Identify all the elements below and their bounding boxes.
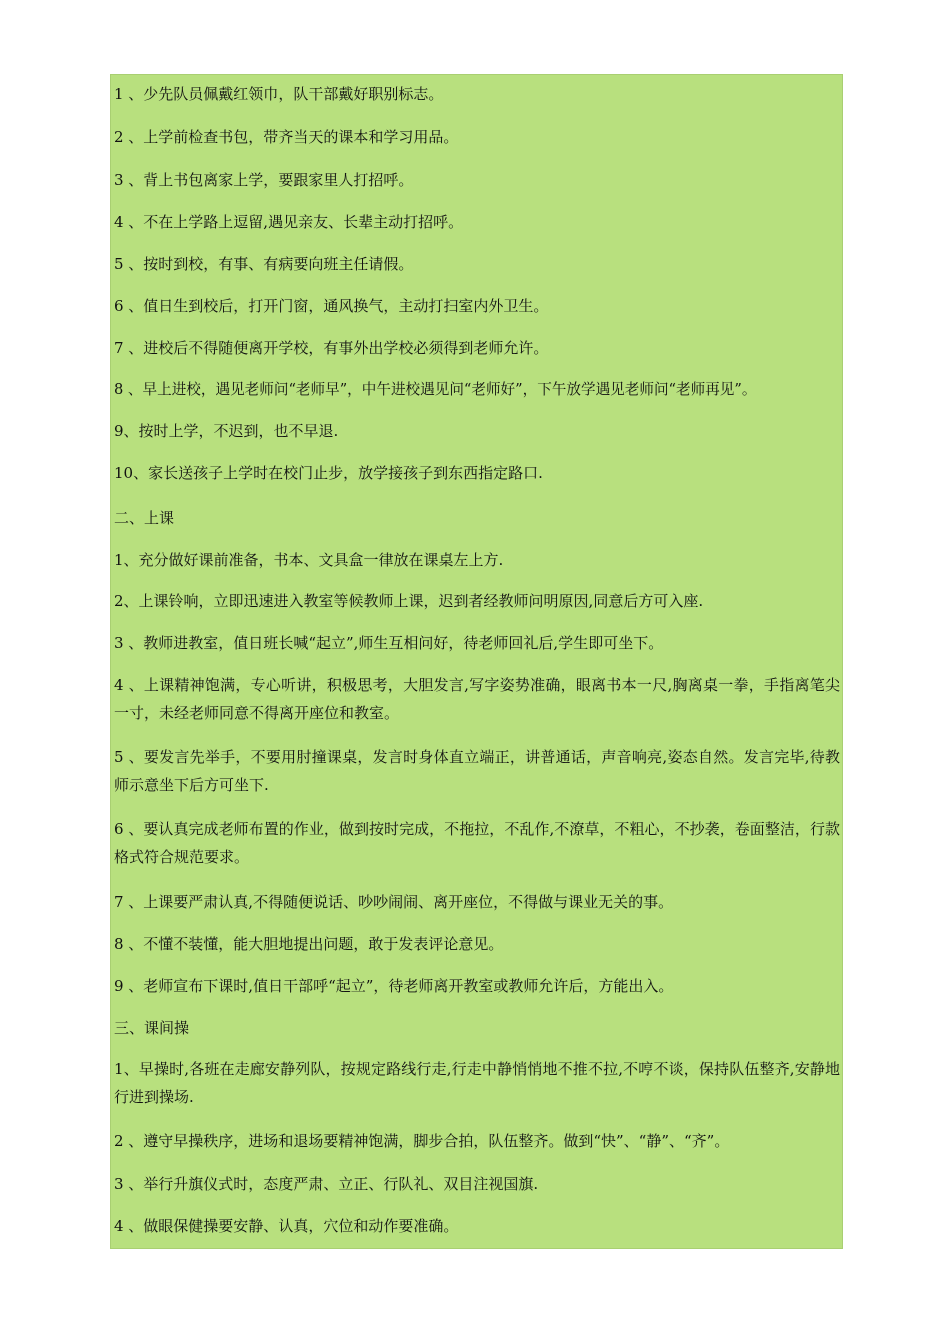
list-item: 3 、举行升旗仪式时，态度严肃、立正、行队礼、双目注视国旗. [114, 1175, 539, 1193]
list-item: 9 、老师宣布下课时,值日干部呼“起立”，待老师离开教室或教师允许后，方能出入。 [114, 977, 674, 995]
list-item: 3 、教师进教室，值日班长喊“起立”,师生互相问好，待老师回礼后,学生即可坐下。 [114, 634, 664, 652]
list-item: 2 、上学前检查书包，带齐当天的课本和学习用品。 [114, 128, 459, 146]
list-item: 7 、进校后不得随便离开学校，有事外出学校必须得到老师允许。 [114, 339, 549, 357]
list-item: 5 、按时到校，有事、有病要向班主任请假。 [114, 255, 414, 273]
list-item: 4 、上课精神饱满，专心听讲，积极思考，大胆发言,写字姿势准确，眼离书本一尺,胸离桌一拳，手指离笔尖一寸，未经老师同意不得离开座位和教室。 [114, 676, 840, 722]
list-item: 7 、上课要严肃认真,不得随便说话、吵吵闹闹、离开座位，不得做与课业无关的事。 [114, 893, 674, 911]
list-item: 10、家长送孩子上学时在校门止步，放学接孩子到东西指定路口. [114, 464, 543, 482]
list-item: 1、早操时,各班在走廊安静列队，按规定路线行走,行走中静悄悄地不推不拉,不哼不谈，保持队伍整齐,安静地行进到操场. [114, 1060, 840, 1106]
list-item: 9、按时上学，不迟到，也不早退. [114, 422, 339, 440]
list-item: 6 、要认真完成老师布置的作业，做到按时完成，不拖拉，不乱作,不潦草，不粗心，不抄袭，卷面整洁，行款格式符合规范要求。 [114, 820, 840, 866]
list-item: 6 、值日生到校后，打开门窗，通风换气，主动打扫室内外卫生。 [114, 297, 549, 315]
list-item: 4 、不在上学路上逗留,遇见亲友、长辈主动打招呼。 [114, 213, 464, 231]
list-item: 8 、早上进校，遇见老师问“老师早”，中午进校遇见问“老师好”，下午放学遇见老师问“老师再见”。 [114, 381, 757, 398]
list-item: 8 、不懂不装懂，能大胆地提出问题，敢于发表评论意见。 [114, 935, 504, 953]
section-heading: 三、课间操 [114, 1019, 190, 1037]
list-item: 1、充分做好课前准备，书本、文具盒一律放在课桌左上方. [114, 551, 504, 569]
list-item: 2、上课铃响，立即迅速进入教室等候教师上课，迟到者经教师问明原因,同意后方可入座. [114, 592, 704, 610]
list-item: 4 、做眼保健操要安静、认真，穴位和动作要准确。 [114, 1217, 459, 1235]
list-item: 3 、背上书包离家上学，要跟家里人打招呼。 [114, 171, 414, 189]
section-heading: 二、上课 [114, 509, 175, 527]
list-item: 1 、少先队员佩戴红领巾，队干部戴好职别标志。 [114, 85, 444, 103]
list-item: 2 、遵守早操秩序，进场和退场要精神饱满，脚步合拍，队伍整齐。做到“快”、“静”、“齐”。 [114, 1132, 730, 1150]
list-item: 5 、要发言先举手，不要用肘撞课桌，发言时身体直立端正，讲普通话，声音响亮,姿态自然。发言完毕,待教师示意坐下后方可坐下. [114, 748, 840, 794]
